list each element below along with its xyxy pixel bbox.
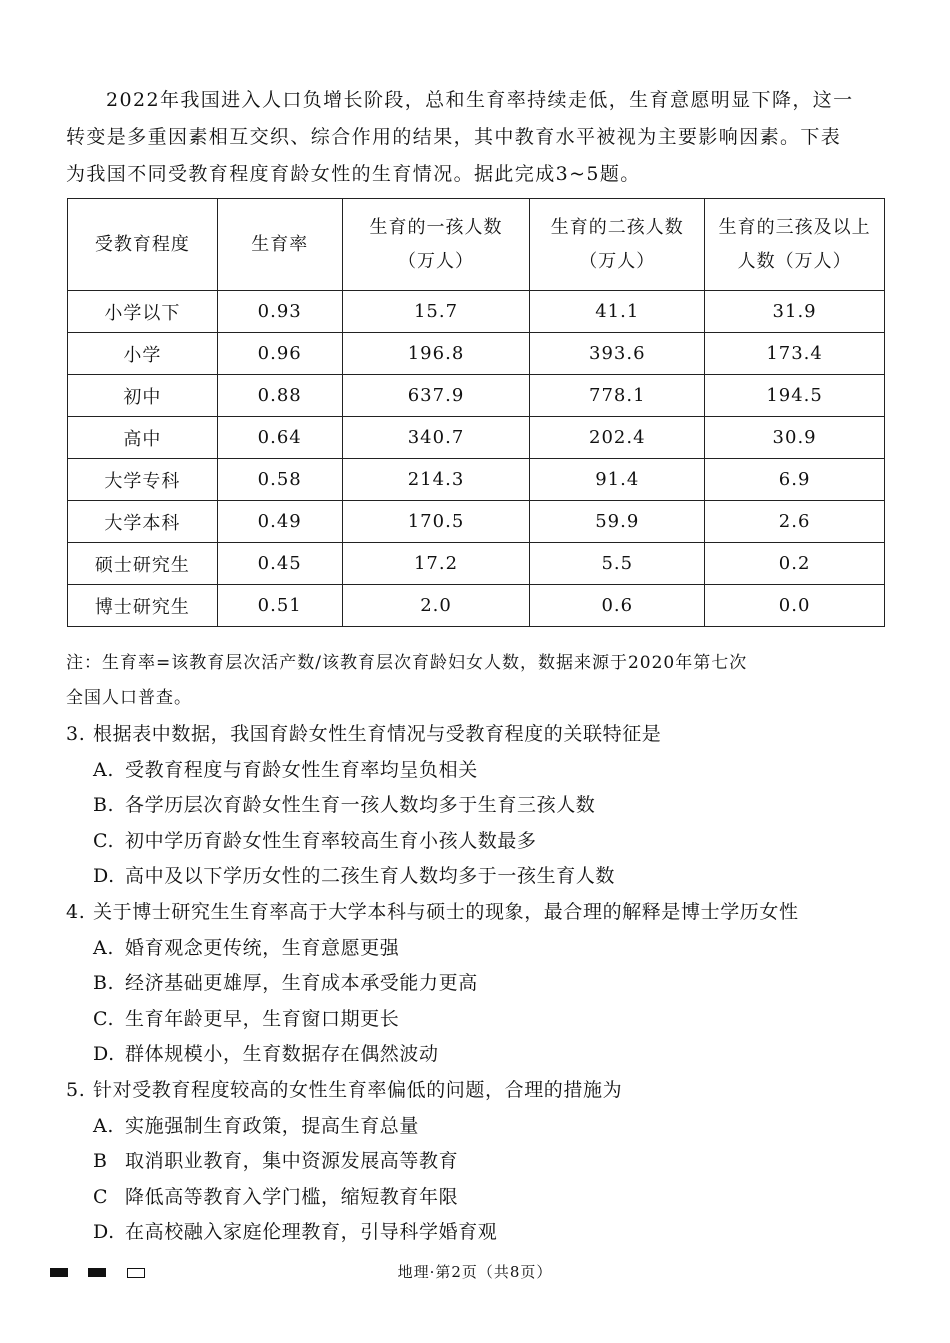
cell-third-child-plus: 30.9 <box>705 417 885 459</box>
cell-fertility-rate: 0.96 <box>217 333 342 375</box>
cell-education-level: 初中 <box>68 375 218 417</box>
header-second-child: 生育的二孩人数 （万人） <box>530 199 705 291</box>
note-line: 全国人口普查。 <box>66 688 192 708</box>
option-c <box>66 1180 906 1216</box>
question-3 <box>66 717 906 895</box>
cell-second-child: 0.6 <box>530 585 705 627</box>
intro-line: 2022年我国进入人口负增长阶段，总和生育率持续走低，生育意愿明显下降，这一 <box>106 89 854 111</box>
table-row <box>68 501 885 543</box>
option-letter: C. <box>93 1007 115 1030</box>
intro-line: 为我国不同受教育程度育龄女性的生育情况。据此完成3~5题。 <box>66 163 641 185</box>
option-d <box>66 1215 906 1251</box>
question-stem <box>66 895 906 931</box>
option-a <box>66 1109 906 1145</box>
option-letter: B. <box>93 794 115 817</box>
question-stem <box>66 717 906 753</box>
table-row <box>68 375 885 417</box>
option-text: 高中及以下学历女性的二孩生育人数均多于一孩生育人数 <box>125 865 616 888</box>
option-b <box>66 966 906 1002</box>
cell-education-level: 博士研究生 <box>68 585 218 627</box>
option-text: 群体规模小，生育数据存在偶然波动 <box>125 1043 439 1066</box>
cell-first-child: 214.3 <box>342 459 530 501</box>
intro-paragraph <box>66 82 886 193</box>
cell-second-child: 41.1 <box>530 291 705 333</box>
question-text: 针对受教育程度较高的女性生育率偏低的问题，合理的措施为 <box>93 1078 623 1101</box>
cell-fertility-rate: 0.51 <box>217 585 342 627</box>
option-letter: A. <box>93 1114 114 1137</box>
cell-fertility-rate: 0.58 <box>217 459 342 501</box>
option-text: 生育年龄更早，生育窗口期更长 <box>125 1007 400 1030</box>
option-text: 婚育观念更传统，生育意愿更强 <box>125 936 400 959</box>
option-text: 受教育程度与育龄女性生育率均呈负相关 <box>125 758 478 781</box>
option-letter: A. <box>93 758 114 781</box>
cell-first-child: 15.7 <box>342 291 530 333</box>
table-note <box>66 646 886 716</box>
option-letter: B. <box>93 972 115 995</box>
option-text: 初中学历育龄女性生育率较高生育小孩人数最多 <box>125 829 537 852</box>
cell-third-child-plus: 194.5 <box>705 375 885 417</box>
option-d <box>66 859 906 895</box>
cell-education-level: 小学 <box>68 333 218 375</box>
option-c <box>66 824 906 860</box>
cell-first-child: 2.0 <box>342 585 530 627</box>
cell-second-child: 202.4 <box>530 417 705 459</box>
option-b <box>66 1144 906 1180</box>
header-first-child: 生育的一孩人数 （万人） <box>342 199 530 291</box>
option-letter: D. <box>93 865 115 888</box>
question-number: 4. <box>66 900 86 923</box>
cell-first-child: 637.9 <box>342 375 530 417</box>
option-a <box>66 931 906 967</box>
table-row <box>68 585 885 627</box>
question-number: 5. <box>66 1078 86 1101</box>
header-fertility-rate: 生育率 <box>217 199 342 291</box>
header-education-level: 受教育程度 <box>68 199 218 291</box>
question-text: 关于博士研究生生育率高于大学本科与硕士的现象，最合理的解释是博士学历女性 <box>93 900 799 923</box>
option-text: 在高校融入家庭伦理教育，引导科学婚育观 <box>125 1221 498 1244</box>
option-letter: D. <box>93 1043 115 1066</box>
cell-third-child-plus: 31.9 <box>705 291 885 333</box>
cell-third-child-plus: 2.6 <box>705 501 885 543</box>
option-d <box>66 1037 906 1073</box>
cell-third-child-plus: 0.0 <box>705 585 885 627</box>
cell-fertility-rate: 0.64 <box>217 417 342 459</box>
option-letter: B <box>93 1150 108 1173</box>
note-line: 注：生育率=该教育层次活产数/该教育层次育龄妇女人数，数据来源于2020年第七次 <box>66 653 748 673</box>
cell-third-child-plus: 173.4 <box>705 333 885 375</box>
table-row <box>68 333 885 375</box>
cell-second-child: 59.9 <box>530 501 705 543</box>
table-row <box>68 417 885 459</box>
cell-education-level: 大学专科 <box>68 459 218 501</box>
cell-second-child: 393.6 <box>530 333 705 375</box>
cell-education-level: 大学本科 <box>68 501 218 543</box>
table-row <box>68 291 885 333</box>
cell-fertility-rate: 0.93 <box>217 291 342 333</box>
cell-third-child-plus: 0.2 <box>705 543 885 585</box>
option-text: 经济基础更雄厚，生育成本承受能力更高 <box>125 972 478 995</box>
cell-fertility-rate: 0.45 <box>217 543 342 585</box>
option-letter: D. <box>93 1221 115 1244</box>
option-text: 降低高等教育入学门槛，缩短教育年限 <box>125 1185 459 1208</box>
cell-first-child: 170.5 <box>342 501 530 543</box>
cell-fertility-rate: 0.49 <box>217 501 342 543</box>
option-letter: C <box>93 1185 109 1208</box>
question-5 <box>66 1073 906 1251</box>
question-stem <box>66 1073 906 1109</box>
page-number: 地理·第2页（共8页） <box>397 1263 553 1281</box>
question-text: 根据表中数据，我国育龄女性生育情况与受教育程度的关联特征是 <box>93 723 662 745</box>
table-header-row <box>68 199 885 291</box>
option-text: 取消职业教育，集中资源发展高等教育 <box>125 1150 459 1173</box>
table-row <box>68 543 885 585</box>
option-text: 实施强制生育政策，提高生育总量 <box>125 1114 420 1137</box>
option-b <box>66 788 906 824</box>
cell-second-child: 778.1 <box>530 375 705 417</box>
cell-education-level: 硕士研究生 <box>68 543 218 585</box>
cell-education-level: 小学以下 <box>68 291 218 333</box>
cell-fertility-rate: 0.88 <box>217 375 342 417</box>
cell-third-child-plus: 6.9 <box>705 459 885 501</box>
question-4 <box>66 895 906 1073</box>
cell-first-child: 340.7 <box>342 417 530 459</box>
cell-second-child: 91.4 <box>530 459 705 501</box>
option-letter: A. <box>93 936 114 959</box>
option-text: 各学历层次育龄女性生育一孩人数均多于生育三孩人数 <box>125 794 596 817</box>
header-third-child-plus: 生育的三孩及以上 人数（万人） <box>705 199 885 291</box>
table-row <box>68 459 885 501</box>
option-letter: C. <box>93 829 115 852</box>
education-fertility-table <box>67 198 885 627</box>
option-a <box>66 753 906 789</box>
cell-first-child: 196.8 <box>342 333 530 375</box>
page-footer <box>0 1258 950 1288</box>
intro-line: 转变是多重因素相互交织、综合作用的结果，其中教育水平被视为主要影响因素。下表 <box>66 126 842 148</box>
cell-first-child: 17.2 <box>342 543 530 585</box>
question-number: 3. <box>66 723 86 745</box>
cell-education-level: 高中 <box>68 417 218 459</box>
cell-second-child: 5.5 <box>530 543 705 585</box>
option-c <box>66 1002 906 1038</box>
question-list <box>66 717 906 1251</box>
